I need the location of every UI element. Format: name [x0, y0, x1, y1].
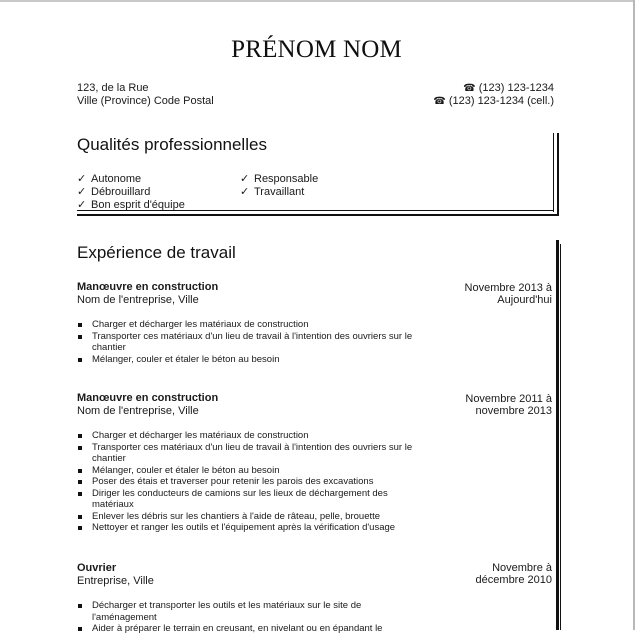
job-task-list [77, 319, 417, 365]
checkmark-icon: ✓ [77, 186, 87, 198]
job-date-end: Aujourd'hui [497, 294, 552, 306]
candidate-name: PRÉNOM NOM [231, 36, 402, 63]
quality-item: ✓ Bon esprit d'équipe [77, 199, 185, 211]
job-title: Ouvrier [77, 562, 117, 574]
experience-heading: Expérience de travail [77, 243, 236, 262]
job-date-start: Novembre à [492, 562, 552, 574]
job-date-end: novembre 2013 [475, 405, 552, 417]
phone-home-number: (123) 123-1234 [478, 82, 554, 94]
job-date [465, 282, 552, 306]
task-item: Mélanger, couler et étaler le béton au besoin [77, 465, 417, 477]
task-item: Nettoyer et ranger les outils et l'équipement après la vérification d'usage [77, 522, 417, 534]
job-company: Nom de l'entreprise, Ville [77, 405, 199, 417]
task-item: Transporter ces matériaux d'un lieu de travail à l'intention des ouvriers sur le chantier [77, 442, 417, 465]
experience-border-right-shadow [560, 244, 561, 630]
checkmark-icon: ✓ [240, 173, 250, 185]
telephone-icon: ☎ [463, 83, 476, 94]
checkmark-icon: ✓ [77, 173, 87, 185]
job-title: Manœuvre en construction [77, 281, 219, 293]
phone-block [433, 82, 554, 108]
job-date-start: Novembre 2011 à [465, 393, 552, 405]
job-company: Nom de l'entreprise, Ville [77, 294, 199, 306]
phone-home [433, 82, 554, 95]
task-item: Transporter ces matériaux d'un lieu de travail à l'intention des ouvriers sur le chantier [77, 331, 417, 354]
job-date [465, 393, 552, 417]
quality-item: ✓ Autonome [77, 173, 142, 185]
checkmark-icon: ✓ [77, 199, 87, 211]
quality-item: ✓ Débrouillard [77, 186, 151, 198]
job-company: Entreprise, Ville [77, 575, 154, 587]
task-item: Aider à préparer le terrain en creusant, en nivelant ou en épandant le [77, 623, 417, 635]
address-street: 123, de la Rue [77, 82, 149, 94]
address-block [77, 82, 214, 108]
qualities-heading: Qualités professionnelles [77, 135, 267, 154]
quality-item: ✓ Travaillant [240, 186, 305, 198]
phone-cell-number: (123) 123-1234 (cell.) [448, 95, 554, 107]
task-item: Décharger et transporter les outils et les matériaux sur le site de l'aménagement [77, 600, 417, 623]
checkmark-icon: ✓ [240, 186, 250, 198]
job-date [476, 562, 552, 586]
task-item: Charger et décharger les matériaux de construction [77, 319, 417, 331]
task-item: Mélanger, couler et étaler le béton au besoin [77, 354, 417, 366]
qualities-column-1 [77, 173, 185, 212]
task-item: Diriger les conducteurs de camions sur les lieux de déchargement des matériaux [77, 488, 417, 511]
job-task-list [77, 600, 417, 635]
job-title: Manœuvre en construction [77, 392, 219, 404]
qualities-border-bottom [77, 214, 559, 216]
qualities-column-2 [240, 173, 318, 199]
task-item: Poser des étais et traverser pour retenir les parois des excavations [77, 476, 417, 488]
task-item: Enlever les débris sur les chantiers à l'aide de râteau, pelle, brouette [77, 511, 417, 523]
quality-item: ✓ Responsable [240, 173, 319, 185]
task-item: Charger et décharger les matériaux de construction [77, 430, 417, 442]
job-date-end: décembre 2010 [475, 574, 552, 586]
experience-border-right [556, 240, 559, 630]
qualities-border-right [557, 133, 559, 216]
phone-cell [433, 95, 554, 108]
qualities-border-right-inner [553, 133, 554, 212]
telephone-icon: ☎ [433, 96, 446, 107]
job-date-start: Novembre 2013 à [464, 282, 552, 294]
job-task-list [77, 430, 417, 534]
address-city: Ville (Province) Code Postal [77, 95, 214, 107]
